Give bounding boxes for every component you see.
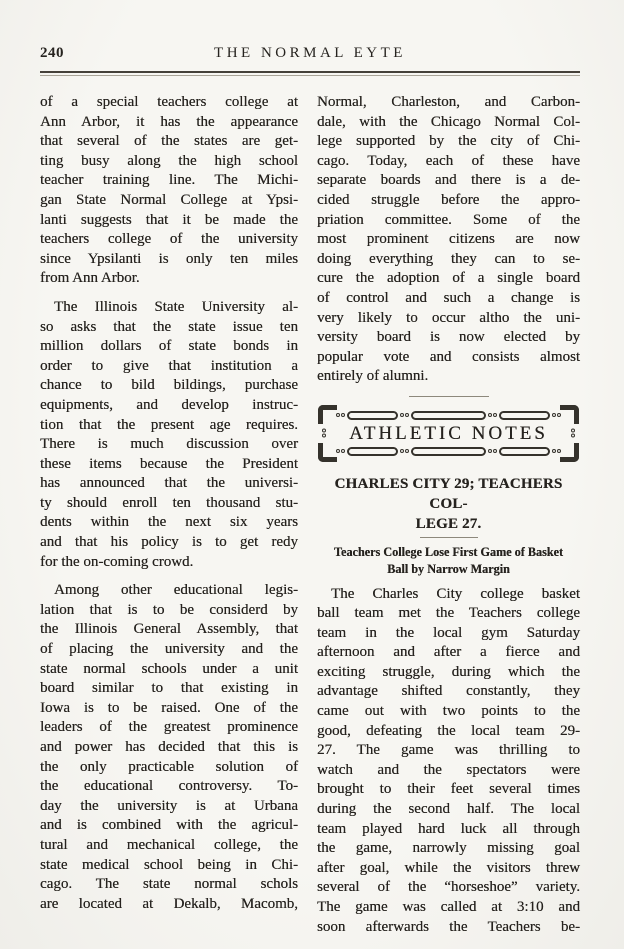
text-line: good, defeating the local team 29- xyxy=(317,722,580,739)
text-line: 27. The game was thrilling to xyxy=(317,742,580,759)
text-line: teachers college of the university xyxy=(40,231,298,248)
text-line: tion that the present age requires. xyxy=(40,416,298,433)
paragraph xyxy=(40,93,298,289)
chain-link xyxy=(347,447,398,456)
text-line: from Ann Arbor. xyxy=(40,270,140,287)
text-line: Iowa is to be raised. One of the xyxy=(40,699,298,716)
text-line: The Illinois State University al- xyxy=(54,298,298,315)
paragraph xyxy=(40,581,298,914)
chain-link xyxy=(411,447,486,456)
text-line: after goal, while the visitors threw xyxy=(317,859,580,876)
text-line: entirely of alumni. xyxy=(317,368,429,385)
paragraph xyxy=(40,298,298,572)
text-line: million dollars of state bonds in xyxy=(40,338,298,355)
article-headline xyxy=(317,474,580,534)
chain-link xyxy=(499,447,550,456)
text-line: and power has decided that this is xyxy=(40,739,298,755)
chain-dots xyxy=(400,413,409,417)
text-line: the educational controversy. To- xyxy=(40,778,298,795)
article-columns xyxy=(40,93,580,946)
text-line: The Charles City college basket xyxy=(331,585,580,602)
box-corner-ornament xyxy=(318,405,337,424)
chain-dots-left xyxy=(322,429,326,438)
chain-dots xyxy=(336,413,345,417)
article-subhead xyxy=(317,544,580,578)
text-line: state normal schools under a unit xyxy=(40,660,298,677)
box-corner-ornament xyxy=(318,443,337,462)
text-line: the only practicable solution of xyxy=(40,758,298,775)
text-line: team played hard luck all through xyxy=(317,820,580,837)
chain-link xyxy=(499,411,550,420)
header-rule-thin xyxy=(40,75,580,76)
text-line: since Ypsilanti is only ten miles xyxy=(40,250,298,267)
chain-dots xyxy=(400,449,409,453)
text-line: separate boards and there is a de- xyxy=(317,172,580,189)
text-line: soon afterwards the Teachers be- xyxy=(317,918,580,935)
text-line: very likely to occur altho the uni- xyxy=(317,309,580,326)
text-line: these items because the President xyxy=(40,455,298,472)
athletic-notes-box xyxy=(318,405,579,462)
text-line: Ann Arbor, it has the appearance xyxy=(40,113,298,130)
text-line: lation that is to be considerd by xyxy=(40,601,298,618)
article-body xyxy=(317,585,580,938)
text-line: for the on-coming crowd. xyxy=(40,553,194,570)
text-line: so asks that the state issue ten xyxy=(40,318,298,335)
left-column xyxy=(40,93,298,946)
text-line: gan State Normal College at Ypsi- xyxy=(40,191,298,208)
box-corner-ornament xyxy=(560,405,579,424)
section-divider xyxy=(409,396,489,397)
text-line: Among other educational legis- xyxy=(54,582,298,599)
page-header xyxy=(40,44,580,66)
header-rule-thick xyxy=(40,71,580,73)
heading-line: CHARLES CITY 29; TEACHERS COL- xyxy=(334,475,563,512)
text-line: doing everything they can to se- xyxy=(317,250,580,267)
right-column xyxy=(317,93,580,946)
chain-dots xyxy=(336,449,345,453)
text-line: and that his policy is to get redy xyxy=(40,534,298,551)
text-line: board similar to that existing in xyxy=(40,680,298,697)
text-line: came out with two points to the xyxy=(317,703,580,720)
text-line: watch and the spectators were xyxy=(317,761,580,778)
chain-ornament-top xyxy=(336,411,561,420)
text-line: brought to their feet several times xyxy=(317,781,580,798)
text-line: dents within the next six years xyxy=(40,514,298,531)
text-line: team in the local gym Saturday xyxy=(317,624,580,641)
continuation-paragraph xyxy=(317,93,580,387)
heading-line: Ball by Narrow Margin xyxy=(387,561,510,576)
heading-line: LEGE 27. xyxy=(415,515,482,532)
chain-dots-right xyxy=(571,429,575,438)
headline-divider xyxy=(420,537,478,538)
text-line: versity board is now elected by xyxy=(317,329,580,346)
text-line: during the second half. The local xyxy=(317,801,580,818)
text-line: most prominent citizens are now xyxy=(317,231,580,248)
text-line: equipments, and develop instruc- xyxy=(40,396,298,413)
text-line: tural and mechanical college, the xyxy=(40,836,298,853)
text-line: ting busy along the high school xyxy=(40,152,298,169)
text-line: day the university is at Urbana xyxy=(40,797,298,814)
text-line: leaders of the greatest prominence xyxy=(40,719,298,736)
text-line: exciting struggle, during which the xyxy=(317,663,580,680)
text-line: afternoon and after a fierce and xyxy=(317,644,580,661)
text-line: cago. Today, each of these have xyxy=(317,152,580,169)
text-line: lanti suggests that it be made the xyxy=(40,211,298,228)
text-line: chance to bild bildings, purchase xyxy=(40,377,298,394)
page-number: 240 xyxy=(40,45,64,61)
text-line: of placing the university and the xyxy=(40,641,298,658)
text-line: state medical school being in Chi- xyxy=(40,856,298,873)
text-line: that several of the states are get- xyxy=(40,133,298,150)
heading-line: Teachers College Lose First Game of Basket xyxy=(333,544,564,559)
text-line: priation committee. Some of the xyxy=(317,211,580,228)
text-line: are located at Dekalb, Macomb, xyxy=(40,895,298,912)
text-line: ball team met the Teachers college xyxy=(317,605,580,622)
chain-link xyxy=(411,411,486,420)
text-line: advantage shifted constantly, they xyxy=(317,683,580,700)
text-line: of control and such a change is xyxy=(317,289,580,306)
text-line: cided struggle before the appro- xyxy=(317,191,580,208)
chain-link xyxy=(347,411,398,420)
box-corner-ornament xyxy=(560,443,579,462)
chain-ornament-bottom xyxy=(336,447,561,456)
text-line: and is combined with the agricul- xyxy=(40,817,298,834)
text-line: dale, with the Chicago Normal Col- xyxy=(317,113,580,130)
text-line: The game was called at 3:10 and xyxy=(317,899,580,915)
text-line: several of the “horseshoe” variety. xyxy=(317,879,580,896)
athletic-notes-title: ATHLETIC NOTES xyxy=(349,422,548,444)
chain-dots xyxy=(488,413,497,417)
text-line: lege supported by the city of Chi- xyxy=(317,133,580,150)
text-line: teacher training line. The Michi- xyxy=(40,172,298,189)
text-line: cure the adoption of a single board xyxy=(317,270,580,287)
text-line: the game, narrowly missing goal xyxy=(317,840,580,857)
masthead-title: THE NORMAL EYTE xyxy=(214,45,406,61)
text-line: the Illinois General Assembly, that xyxy=(40,621,298,638)
text-line: has announced that the universi- xyxy=(40,475,298,492)
chain-dots xyxy=(488,449,497,453)
text-line: of a special teachers college at xyxy=(40,94,298,110)
text-line: Normal, Charleston, and Carbon- xyxy=(317,94,580,110)
text-line: cago. The state normal schols xyxy=(40,876,298,893)
text-line: ty should enroll ten thousand stu- xyxy=(40,494,298,511)
text-line: There is much discussion over xyxy=(40,436,298,453)
header-rule xyxy=(40,71,580,76)
text-line: order to give that institution a xyxy=(40,357,298,374)
text-line: popular vote and consists almost xyxy=(317,348,580,365)
